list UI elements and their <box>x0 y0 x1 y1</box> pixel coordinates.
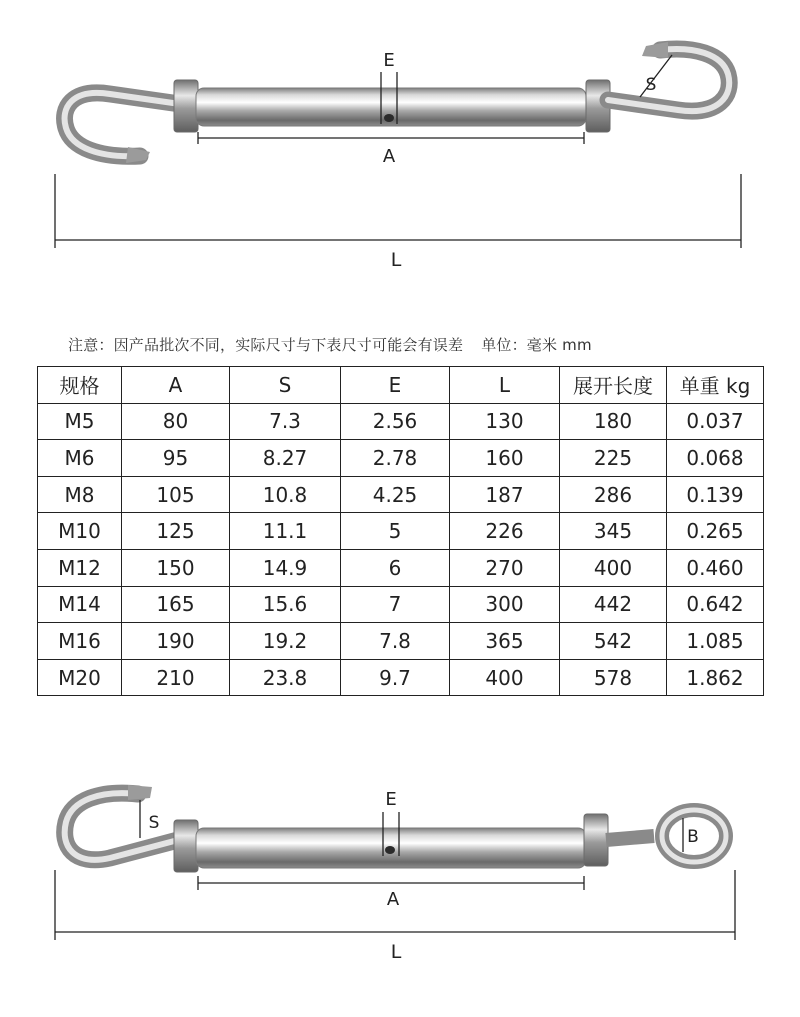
table-cell: 226 <box>450 513 560 550</box>
left-hook <box>65 785 178 860</box>
table-cell: 2.78 <box>341 440 450 477</box>
table-row <box>38 440 764 477</box>
header-spec: 规格 <box>38 367 122 404</box>
table-cell: M5 <box>38 403 122 440</box>
table-cell: 15.6 <box>230 586 341 623</box>
table-cell: 130 <box>450 403 560 440</box>
unit-text: 单位：毫米 mm <box>481 336 592 354</box>
label-s: S <box>645 75 657 95</box>
table-row <box>38 403 764 440</box>
table-cell: 225 <box>560 440 667 477</box>
dimension-a <box>198 876 584 910</box>
label-l: L <box>390 941 402 963</box>
table-cell: 6 <box>341 549 450 586</box>
dimension-b <box>683 818 699 852</box>
table-cell: 95 <box>122 440 230 477</box>
table-cell: 8.27 <box>230 440 341 477</box>
table-cell: 0.265 <box>667 513 764 550</box>
table-cell: 7.8 <box>341 623 450 660</box>
table-cell: 210 <box>122 659 230 696</box>
header-unit-weight: 单重 kg <box>667 367 764 404</box>
label-s: S <box>148 813 160 833</box>
table-cell: 19.2 <box>230 623 341 660</box>
table-cell: 10.8 <box>230 476 341 513</box>
table-cell: 1.862 <box>667 659 764 696</box>
table-cell: 0.037 <box>667 403 764 440</box>
label-a: A <box>386 889 400 910</box>
table-cell: 80 <box>122 403 230 440</box>
header-unfolded-length: 展开长度 <box>560 367 667 404</box>
label-a: A <box>382 146 396 167</box>
table-cell: 400 <box>560 549 667 586</box>
table-cell: 365 <box>450 623 560 660</box>
header-e: E <box>341 367 450 404</box>
table-cell: 400 <box>450 659 560 696</box>
table-cell: 4.25 <box>341 476 450 513</box>
table-cell: M8 <box>38 476 122 513</box>
table-header-row <box>38 367 764 404</box>
table-row <box>38 586 764 623</box>
table-cell: 0.068 <box>667 440 764 477</box>
left-nut <box>174 80 198 132</box>
label-b: B <box>687 827 699 847</box>
table-cell: 5 <box>341 513 450 550</box>
table-cell: 165 <box>122 586 230 623</box>
table-row <box>38 623 764 660</box>
table-cell: 125 <box>122 513 230 550</box>
table-cell: 0.642 <box>667 586 764 623</box>
table-cell: 286 <box>560 476 667 513</box>
table-cell: 578 <box>560 659 667 696</box>
right-hook <box>608 42 729 111</box>
dimension-l <box>55 870 735 963</box>
table-cell: 2.56 <box>341 403 450 440</box>
table-cell: 11.1 <box>230 513 341 550</box>
dimension-s <box>140 800 159 838</box>
table-cell: M20 <box>38 659 122 696</box>
header-a: A <box>122 367 230 404</box>
table-cell: 442 <box>560 586 667 623</box>
table-row <box>38 476 764 513</box>
table-cell: M10 <box>38 513 122 550</box>
left-nut <box>174 820 198 872</box>
spec-table <box>37 366 764 696</box>
label-l: L <box>390 249 402 271</box>
table-cell: 190 <box>122 623 230 660</box>
note-text: 注意：因产品批次不同，实际尺寸与下表尺寸可能会有误差 <box>68 336 464 354</box>
table-row <box>38 513 764 550</box>
table-row <box>38 659 764 696</box>
dimension-l <box>55 174 741 271</box>
header-s: S <box>230 367 341 404</box>
table-cell: 23.8 <box>230 659 341 696</box>
table-cell: 300 <box>450 586 560 623</box>
label-e: E <box>385 789 397 810</box>
table-cell: 14.9 <box>230 549 341 586</box>
table-cell: 9.7 <box>341 659 450 696</box>
dimension-s <box>640 55 672 97</box>
label-e: E <box>383 50 395 71</box>
table-cell: 7 <box>341 586 450 623</box>
left-hook <box>65 93 180 163</box>
inspection-hole <box>385 846 395 854</box>
table-cell: 7.3 <box>230 403 341 440</box>
table-cell: 0.139 <box>667 476 764 513</box>
table-cell: M16 <box>38 623 122 660</box>
table-cell: 160 <box>450 440 560 477</box>
hook-hook-turnbuckle-diagram <box>0 0 800 300</box>
header-l: L <box>450 367 560 404</box>
table-cell: 1.085 <box>667 623 764 660</box>
hook-eye-turnbuckle-diagram <box>0 760 800 1017</box>
table-cell: 105 <box>122 476 230 513</box>
inspection-hole <box>384 114 394 122</box>
table-cell: M6 <box>38 440 122 477</box>
table-cell: M14 <box>38 586 122 623</box>
table-cell: 187 <box>450 476 560 513</box>
table-cell: 345 <box>560 513 667 550</box>
table-cell: 0.460 <box>667 549 764 586</box>
tolerance-note <box>68 334 592 355</box>
table-cell: 180 <box>560 403 667 440</box>
table-cell: 270 <box>450 549 560 586</box>
table-cell: 542 <box>560 623 667 660</box>
table-cell: M12 <box>38 549 122 586</box>
right-nut <box>584 814 608 866</box>
table-row <box>38 549 764 586</box>
dimension-a <box>198 132 584 167</box>
table-cell: 150 <box>122 549 230 586</box>
right-eye <box>606 810 726 862</box>
